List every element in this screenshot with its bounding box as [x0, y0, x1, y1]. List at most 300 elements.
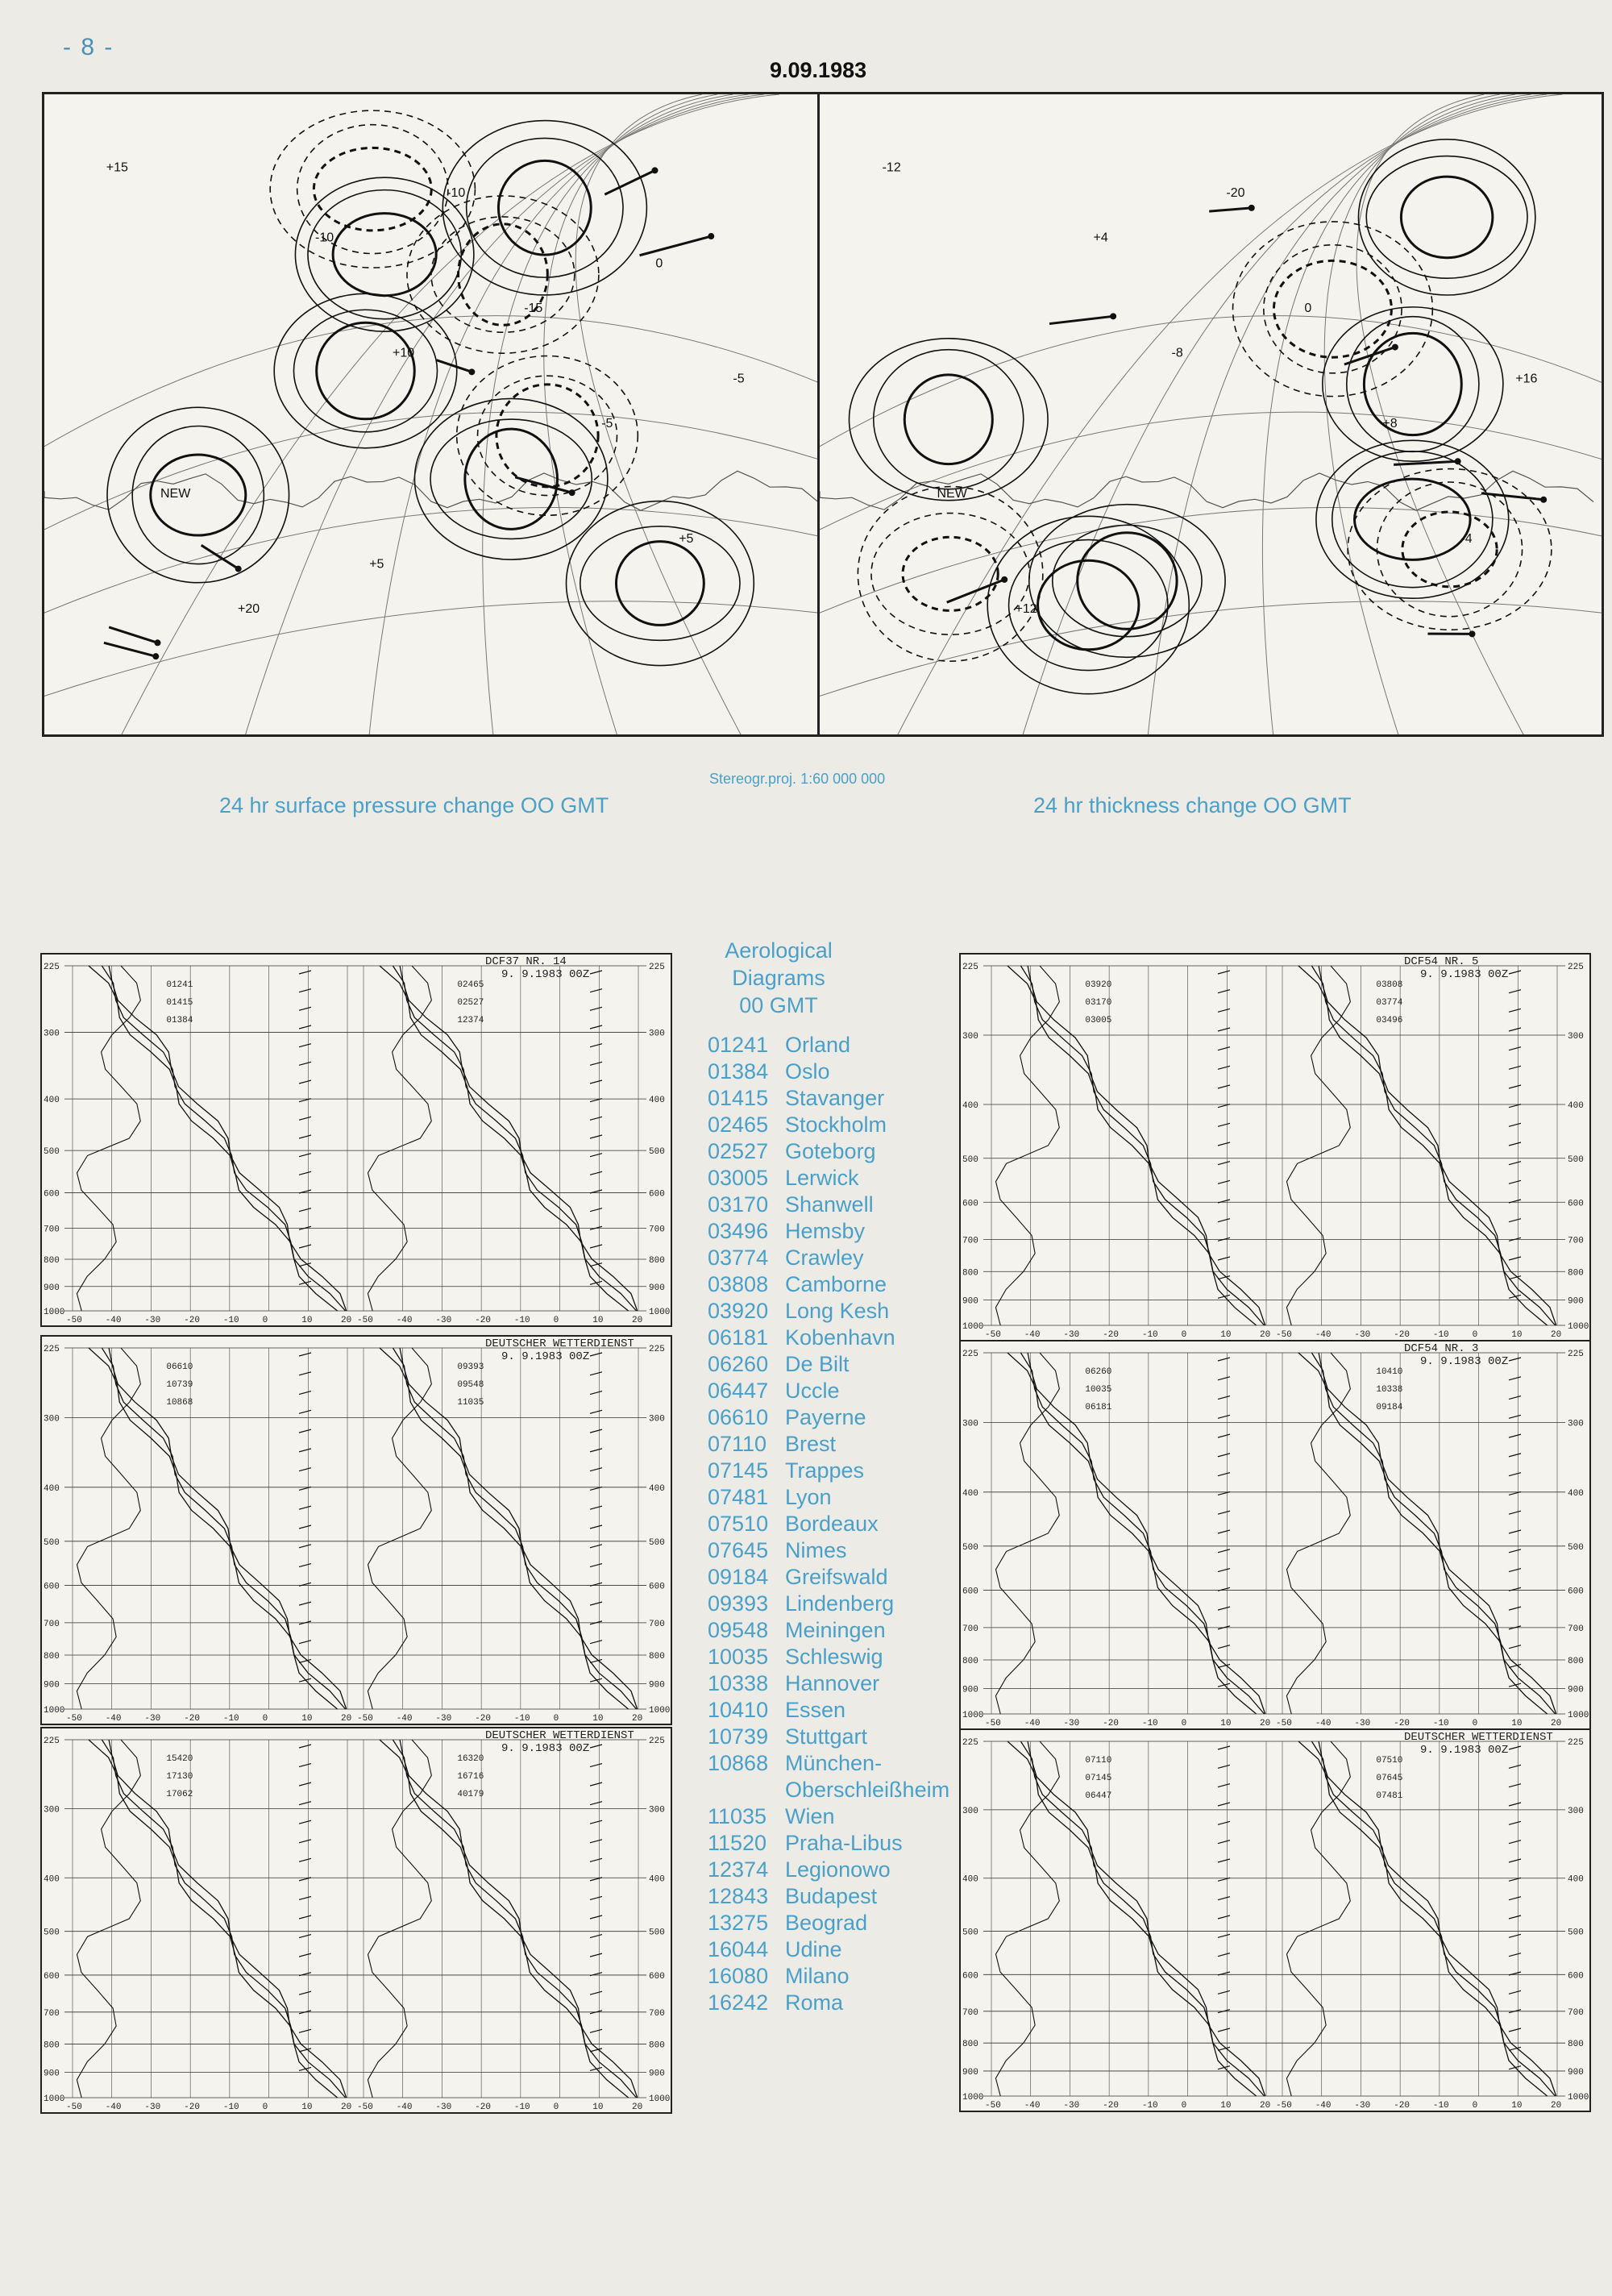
station-name: Milano	[785, 1964, 850, 1988]
pressure-label-left: 500	[962, 1542, 978, 1553]
movement-arrow	[109, 627, 157, 643]
station-code: 11035	[708, 1804, 767, 1828]
diagram-station-code: 03920	[1085, 980, 1112, 990]
wind-barb	[1218, 1396, 1230, 1400]
wind-barb	[1509, 1219, 1521, 1222]
pressure-label-right: 900	[649, 1680, 665, 1691]
isoline-label: -12	[882, 160, 901, 175]
pressure-label-left: 400	[962, 1874, 978, 1885]
wind-barb	[590, 1641, 602, 1644]
station-row	[708, 1165, 966, 1192]
arrow-head	[708, 233, 714, 239]
wind-barb	[590, 1429, 602, 1433]
temperature-tick: 20	[1551, 1719, 1562, 1728]
wind-barb	[1218, 2028, 1230, 2032]
wind-barb	[299, 1525, 311, 1529]
wind-barb	[1509, 1990, 1521, 1994]
diagram-station-code: 40179	[457, 1790, 484, 1799]
station-name: Brest	[785, 1432, 837, 1456]
temperature-tick: 20	[341, 1714, 352, 1724]
diagram-station-code: 09184	[1376, 1403, 1403, 1412]
wind-barb	[1218, 1219, 1230, 1222]
wind-barb	[590, 1468, 602, 1471]
pressure-label-left: 400	[44, 1483, 60, 1494]
wind-barb	[590, 1545, 602, 1548]
station-code: 03496	[708, 1219, 769, 1243]
station-code: 10035	[708, 1645, 769, 1669]
pressure-label-left: 800	[962, 2040, 978, 2050]
isoline-label: 0	[655, 256, 663, 271]
wind-barb	[1509, 1645, 1521, 1649]
wind-barb	[1218, 1934, 1230, 1937]
wind-barb	[299, 1602, 311, 1605]
station-name: Schleswig	[785, 1645, 883, 1669]
wind-barb	[1509, 971, 1521, 974]
station-name: Greifswald	[785, 1565, 888, 1589]
diagram-station-code: 16716	[457, 1772, 484, 1782]
temperature-tick: -50	[1276, 2101, 1292, 2111]
temperature-tick: -10	[513, 2103, 530, 2112]
wind-barb	[1509, 1358, 1521, 1361]
station-list	[708, 1032, 966, 2016]
isoline-label: -5	[733, 372, 745, 386]
pressure-label-right: 400	[1568, 1488, 1584, 1499]
movement-arrow	[202, 545, 239, 568]
station-name: Lindenberg	[785, 1591, 895, 1616]
wind-barb	[1218, 1358, 1230, 1361]
aerological-diagram-right-2	[959, 1340, 1591, 1730]
wind-barb	[590, 1080, 602, 1084]
station-row	[708, 1724, 966, 1750]
wind-barb	[299, 1171, 311, 1175]
wind-barb	[1509, 1934, 1521, 1937]
temperature-tick: 10	[301, 1316, 313, 1325]
isoline	[1364, 333, 1461, 435]
station-code: 01241	[708, 1033, 769, 1057]
pressure-label-left: 1000	[962, 2093, 984, 2103]
isoline-label: -4	[1460, 531, 1473, 546]
station-row	[708, 1830, 966, 1857]
wind-barb	[1509, 1047, 1521, 1050]
projection-note: Stereogr.proj. 1:60 000 000	[709, 771, 886, 787]
pressure-label-right: 700	[1568, 1624, 1584, 1634]
wind-barb	[1218, 971, 1230, 974]
pressure-label-right: 900	[1568, 1296, 1584, 1307]
movement-arrow	[604, 170, 654, 194]
isoline	[1358, 139, 1535, 295]
parallel-line	[820, 508, 1602, 617]
diagram-station-code: 02465	[457, 980, 484, 990]
temperature-tick: 10	[1511, 2101, 1523, 2111]
wind-barb	[1218, 1915, 1230, 1919]
wind-barb	[299, 989, 311, 992]
wind-barb	[590, 1935, 602, 1938]
station-name: Legionowo	[785, 1857, 891, 1882]
temperature-tick: -40	[105, 1714, 122, 1724]
diagram-date: 9. 9.1983 00Z	[501, 968, 590, 981]
aerological-title-line3: 00 GMT	[739, 993, 818, 1017]
station-name: Budapest	[785, 1884, 878, 1908]
temperature-tick: -50	[985, 2101, 1001, 2111]
wind-barb	[1509, 1377, 1521, 1380]
temperature-tick: -40	[1315, 1719, 1332, 1728]
station-code: 06447	[708, 1379, 769, 1403]
meridian-line	[1023, 94, 1547, 734]
isoline	[871, 514, 1029, 635]
page-date: 9.09.1983	[770, 58, 867, 82]
diagram-station-code: 10868	[166, 1398, 193, 1408]
pressure-label-left: 600	[44, 1971, 60, 1982]
temperature-tick: 0	[553, 2103, 559, 2112]
movement-arrow	[947, 580, 1004, 602]
pressure-label-right: 600	[649, 1189, 665, 1200]
diagram-header: DCF54 NR. 5	[1404, 955, 1479, 968]
aerological-diagram-right-1	[959, 953, 1591, 1341]
station-row	[708, 1458, 966, 1484]
diagram-station-code: 09548	[457, 1380, 484, 1390]
wind-barb	[1509, 1123, 1521, 1126]
wind-barb	[1509, 1511, 1521, 1514]
wind-barb	[1509, 1530, 1521, 1533]
pressure-label-right: 800	[1568, 2040, 1584, 2050]
wind-barb	[299, 1991, 311, 1994]
temperature-tick: -40	[1315, 1330, 1332, 1340]
wind-barb	[299, 1820, 311, 1824]
temperature-tick: 0	[553, 1714, 559, 1724]
diagram-date: 9. 9.1983 00Z	[501, 1742, 590, 1755]
station-row	[708, 1670, 966, 1697]
wind-barb	[299, 1353, 311, 1356]
station-row	[708, 1883, 966, 1910]
wind-barb	[299, 1953, 311, 1957]
station-name: Wien	[785, 1804, 835, 1828]
wind-barb	[590, 1991, 602, 1994]
temperature-tick: -40	[396, 1714, 413, 1724]
wind-barb	[1509, 1746, 1521, 1749]
pressure-label-right: 400	[649, 1096, 665, 1106]
wind-barb	[590, 1245, 602, 1248]
station-code: 10739	[708, 1724, 769, 1749]
temperature-tick: -20	[184, 1714, 200, 1724]
temperature-tick: -20	[1394, 1719, 1410, 1728]
diagram-station-code: 06181	[1085, 1403, 1112, 1412]
movement-arrow	[1209, 208, 1252, 211]
pressure-label-right: 500	[1568, 1928, 1584, 1938]
isoline-label: 0	[1304, 301, 1312, 315]
wind-barb	[1509, 1257, 1521, 1260]
pressure-label-right: 600	[1568, 1971, 1584, 1982]
arrow-head	[235, 566, 242, 572]
diagram-station-code: 01415	[166, 998, 193, 1008]
isoline	[1366, 156, 1527, 279]
wind-barb	[299, 1281, 311, 1284]
pressure-label-left: 225	[962, 1738, 978, 1748]
temperature-tick: 10	[1220, 2101, 1232, 2111]
pressure-label-right: 400	[649, 1483, 665, 1494]
movement-arrow	[1481, 493, 1543, 500]
pressure-label-right: 1000	[649, 1308, 671, 1317]
wind-barb	[1218, 1511, 1230, 1514]
wind-barb	[590, 1007, 602, 1010]
station-row	[708, 1990, 966, 2016]
wind-barb	[590, 1062, 602, 1065]
station-name: Uccle	[785, 1379, 840, 1403]
wind-barb	[299, 1391, 311, 1395]
wind-barb	[299, 1080, 311, 1084]
station-row	[708, 1351, 966, 1378]
station-row	[708, 1245, 966, 1271]
isoline	[1401, 177, 1492, 258]
pressure-label-right: 300	[1568, 1032, 1584, 1042]
pressure-label-left: 800	[962, 1656, 978, 1666]
isoline-label: -5	[601, 416, 613, 430]
station-code: 07510	[708, 1512, 769, 1536]
isoline-label: -8	[1171, 346, 1183, 360]
wind-barb	[299, 1135, 311, 1138]
arrow-head	[651, 167, 658, 173]
wind-barb	[299, 1117, 311, 1120]
meridian-line	[1356, 94, 1523, 734]
isoline	[903, 537, 998, 610]
wind-barb	[299, 1410, 311, 1413]
diagram-station-code: 12374	[457, 1016, 484, 1025]
station-name: Kobenhavn	[785, 1325, 895, 1350]
parallel-line	[44, 316, 818, 447]
station-code: 07481	[708, 1485, 769, 1509]
pressure-label-right: 1000	[649, 1706, 671, 1716]
temperature-tick: -30	[435, 2103, 452, 2112]
pressure-label-right: 225	[649, 1345, 665, 1354]
pressure-label-right: 1000	[1568, 1711, 1589, 1720]
pressure-label-right: 700	[649, 1225, 665, 1235]
station-code	[708, 1777, 785, 1803]
station-code: 10410	[708, 1698, 769, 1722]
wind-barb	[299, 1468, 311, 1471]
isoline	[442, 121, 646, 295]
diagram-station-code: 10410	[1376, 1367, 1403, 1377]
wind-barb	[1218, 1953, 1230, 1957]
pressure-label-left: 300	[44, 1414, 60, 1425]
wind-barb	[1509, 1473, 1521, 1476]
station-name: Long Kesh	[785, 1299, 890, 1323]
wind-barb	[1218, 1377, 1230, 1380]
pressure-label-right: 900	[1568, 2067, 1584, 2078]
station-name: Crawley	[785, 1246, 864, 1270]
isoline-label: -10	[447, 186, 466, 201]
temperature-tick: -50	[1276, 1330, 1292, 1340]
diagram-station-code: 07110	[1085, 1756, 1112, 1766]
thickness-change-map	[817, 92, 1604, 737]
wind-barb	[299, 1802, 311, 1805]
station-name: Oberschleißheim	[785, 1778, 950, 1802]
temperature-tick: 10	[592, 1316, 604, 1325]
parallel-line	[820, 412, 1602, 530]
temperature-tick: -20	[475, 1714, 491, 1724]
temperature-tick: -30	[1354, 2101, 1371, 2111]
station-code: 09393	[708, 1591, 769, 1616]
diagram-header: DEUTSCHER WETTERDIENST	[485, 1729, 634, 1742]
pressure-label-left: 1000	[44, 2094, 65, 2104]
arrow-head	[1455, 458, 1461, 464]
wind-barb	[590, 1745, 602, 1748]
station-row	[708, 1697, 966, 1724]
pressure-label-left: 225	[44, 963, 60, 972]
wind-barb	[1509, 1915, 1521, 1919]
pressure-label-right: 500	[649, 1147, 665, 1158]
temperature-tick: -30	[144, 1714, 161, 1724]
isoline	[407, 196, 599, 353]
temperature-tick: -30	[1063, 1330, 1080, 1340]
station-code: 06260	[708, 1352, 769, 1376]
temperature-tick: -20	[475, 2103, 491, 2112]
isoline	[1323, 307, 1503, 461]
pressure-label-right: 300	[649, 1805, 665, 1816]
wind-barb	[1509, 1396, 1521, 1400]
pressure-label-right: 700	[649, 2008, 665, 2019]
wind-barb	[299, 1506, 311, 1509]
temperature-tick: 10	[1220, 1719, 1232, 1728]
wind-barb	[1509, 1009, 1521, 1012]
temperature-tick: 0	[1181, 1719, 1187, 1728]
pressure-label-right: 300	[1568, 1806, 1584, 1816]
pressure-label-left: 600	[962, 1199, 978, 1209]
wind-barb	[299, 1564, 311, 1567]
pressure-label-left: 700	[44, 1225, 60, 1235]
temperature-tick: -50	[985, 1719, 1001, 1728]
pressure-label-right: 700	[1568, 1236, 1584, 1246]
wind-barb	[299, 1545, 311, 1548]
station-row	[708, 1910, 966, 1936]
station-row	[708, 1218, 966, 1245]
pressure-label-left: 400	[962, 1488, 978, 1499]
pressure-label-right: 800	[649, 1255, 665, 1266]
station-row	[708, 1112, 966, 1138]
isoline	[580, 526, 740, 641]
thickness-caption: 24 hr thickness change OO GMT	[1033, 793, 1352, 817]
wind-barb	[1218, 1123, 1230, 1126]
wind-barb	[590, 1896, 602, 1899]
temperature-tick: -50	[66, 1316, 82, 1325]
wind-barb	[299, 1935, 311, 1938]
temperature-tick: -30	[1354, 1330, 1371, 1340]
station-row	[708, 1059, 966, 1085]
diagram-date: 9. 9.1983 00Z	[1420, 1355, 1509, 1368]
temperature-tick: 10	[301, 2103, 313, 2112]
wind-barb	[1218, 1473, 1230, 1476]
wind-barb	[590, 1802, 602, 1805]
wind-barb	[590, 1410, 602, 1413]
meridian-line	[1262, 94, 1515, 734]
isoline	[1038, 560, 1139, 650]
temperature-tick: -50	[985, 1330, 1001, 1340]
aerological-diagram-left-2	[40, 1335, 672, 1725]
station-name: Camborne	[785, 1272, 887, 1296]
pressure-label-left: 400	[962, 1101, 978, 1112]
station-name: Shanwell	[785, 1192, 874, 1217]
pressure-label-left: 1000	[962, 1711, 984, 1720]
wind-barb	[1218, 990, 1230, 993]
isoline-label: +5	[679, 531, 694, 546]
diagram-station-code: 07145	[1085, 1774, 1112, 1783]
station-row	[708, 1803, 966, 1830]
pressure-label-left: 300	[962, 1032, 978, 1042]
pressure-label-right: 225	[649, 1737, 665, 1746]
temperature-tick: 20	[1260, 1330, 1271, 1340]
wind-barb	[1509, 1066, 1521, 1069]
temperature-tick: 10	[592, 1714, 604, 1724]
pressure-label-left: 700	[962, 1236, 978, 1246]
aerological-diagram-left-3	[40, 1727, 672, 2114]
wind-barb	[299, 1429, 311, 1433]
wind-barb	[1509, 1841, 1521, 1844]
isoline	[849, 339, 1048, 501]
temperature-tick: -50	[357, 1714, 373, 1724]
movement-arrow	[1049, 316, 1113, 323]
meridian-line	[544, 94, 717, 734]
station-row	[708, 1138, 966, 1165]
station-row	[708, 1617, 966, 1644]
station-row	[708, 1378, 966, 1404]
wind-barb	[299, 1782, 311, 1786]
diagram-station-code: 16320	[457, 1754, 484, 1764]
wind-barb	[299, 1044, 311, 1047]
isoline-label: NEW	[160, 487, 191, 501]
wind-barb	[1218, 1530, 1230, 1533]
isoline	[107, 407, 289, 582]
diagram-station-code: 10035	[1085, 1385, 1112, 1395]
pressure-label-left: 225	[44, 1737, 60, 1746]
pressure-label-right: 600	[1568, 1199, 1584, 1209]
pressure-label-right: 400	[649, 1874, 665, 1885]
pressure-label-left: 400	[44, 1874, 60, 1885]
wind-barb	[590, 1171, 602, 1175]
temperature-tick: -10	[1141, 1330, 1158, 1340]
isoline-label: +4	[1093, 231, 1108, 245]
pressure-label-right: 600	[649, 1971, 665, 1982]
station-name: Lyon	[785, 1485, 832, 1509]
wind-barb	[1218, 1142, 1230, 1146]
pressure-label-right: 500	[649, 1537, 665, 1548]
wind-barb	[1509, 1549, 1521, 1553]
diagram-station-code: 02527	[457, 998, 484, 1008]
station-code: 07110	[708, 1432, 767, 1456]
pressure-label-right: 400	[1568, 1101, 1584, 1112]
pressure-label-right: 800	[1568, 1268, 1584, 1279]
wind-barb	[590, 1372, 602, 1375]
wind-barb	[1509, 1434, 1521, 1437]
temperature-tick: 20	[341, 1316, 352, 1325]
isoline	[270, 110, 475, 268]
station-row	[708, 1404, 966, 1431]
diagram-header: DCF54 NR. 3	[1404, 1342, 1479, 1355]
wind-barb	[299, 1062, 311, 1065]
station-row	[708, 1644, 966, 1670]
wind-barb	[1509, 1821, 1521, 1824]
temperature-tick: -10	[1432, 2101, 1449, 2111]
temperature-tick: -20	[1103, 2101, 1119, 2111]
wind-barb	[1218, 1549, 1230, 1553]
station-name: Roma	[785, 1990, 844, 2015]
meridian-line	[575, 94, 741, 734]
station-code: 11520	[708, 1831, 767, 1855]
wind-barb	[1218, 1607, 1230, 1610]
diagram-header: DEUTSCHER WETTERDIENST	[485, 1337, 634, 1350]
diagram-station-code: 06610	[166, 1362, 193, 1372]
station-name: Goteborg	[785, 1139, 876, 1163]
station-code: 03005	[708, 1166, 769, 1190]
temperature-tick: 0	[262, 1714, 268, 1724]
station-name: Stuttgart	[785, 1724, 868, 1749]
